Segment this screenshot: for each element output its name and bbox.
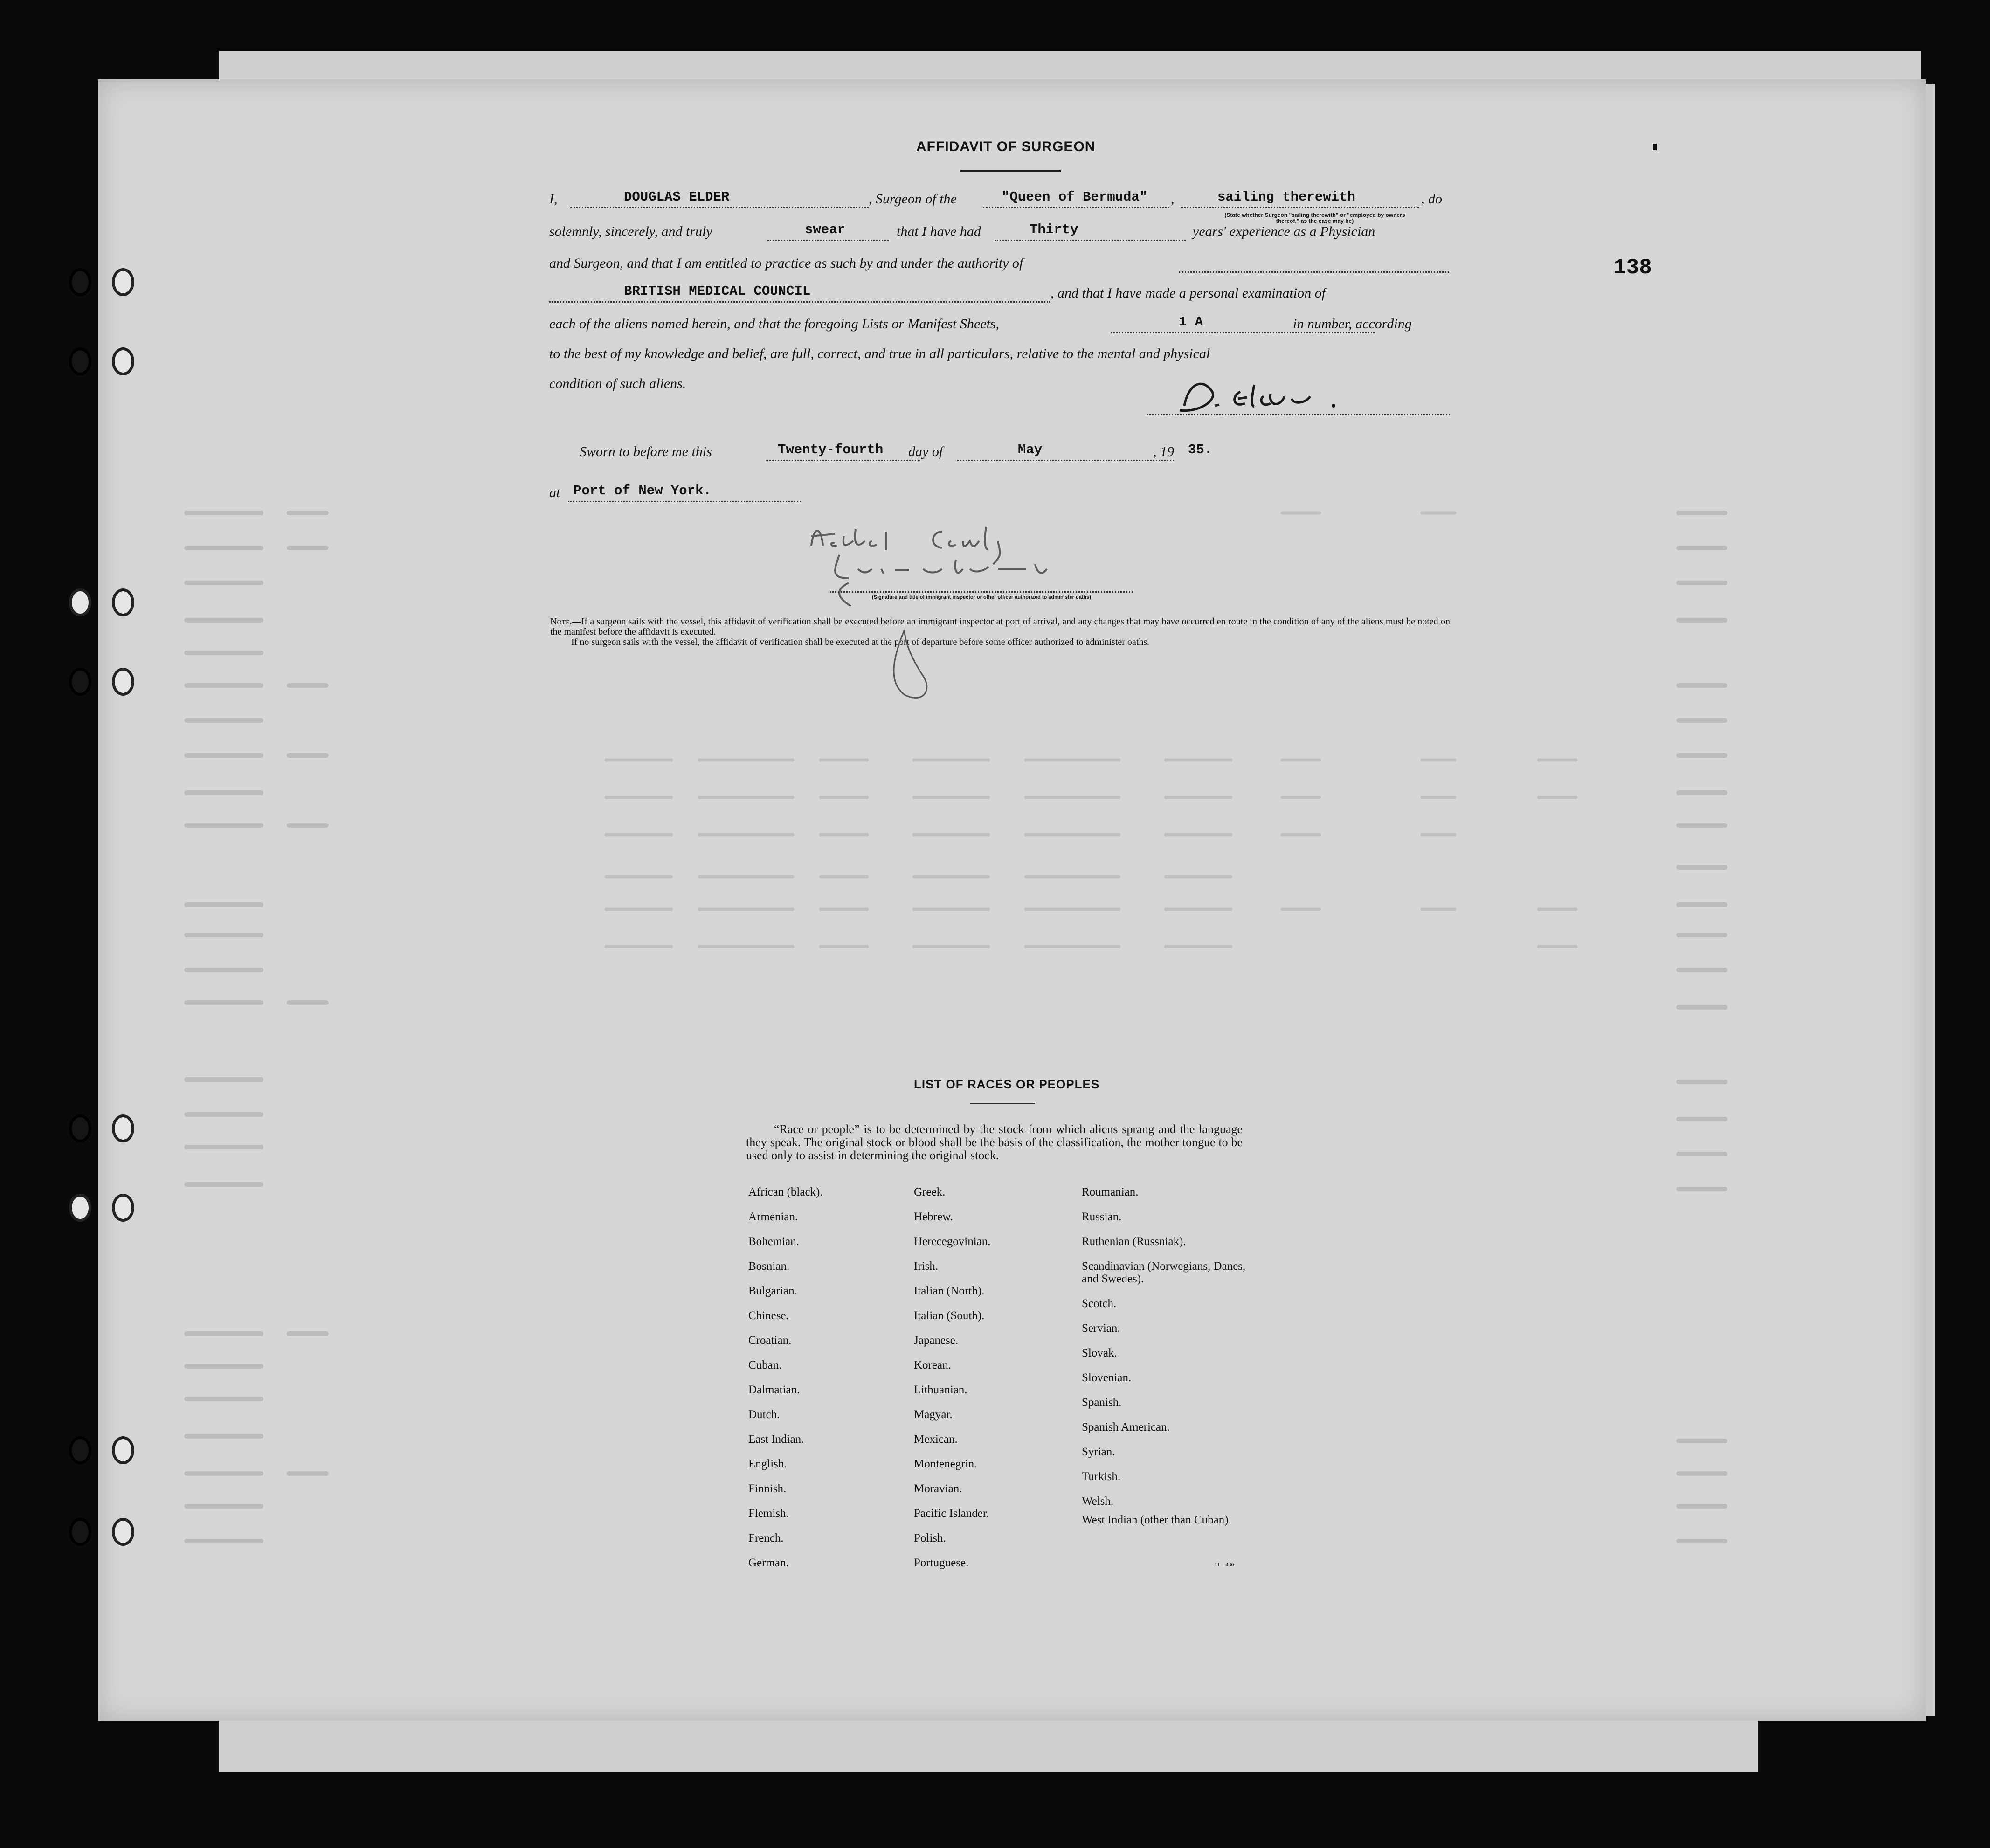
licensing-authority: BRITISH MEDICAL COUNCIL: [624, 284, 811, 299]
race-item: Dalmatian.: [748, 1384, 800, 1396]
races-intro: “Race or people” is to be determined by the stock from which aliens sprang and the language they speak. The original stock or blood shall be the basis of the classification, the mother tongue to be used only to assist in determining the original stock.: [746, 1122, 1243, 1162]
race-item: Roumanian.: [1082, 1186, 1139, 1198]
oath-type: swear: [805, 222, 846, 237]
vessel-name: "Queen of Bermuda": [1002, 189, 1148, 205]
race-item: Irish.: [914, 1260, 939, 1273]
sheet-count: 1 A: [1179, 314, 1203, 330]
race-item: Pacific Islander.: [914, 1507, 989, 1520]
line5-suffix: in number, according: [1293, 316, 1412, 332]
page-number: 138: [1613, 256, 1652, 280]
race-item: Korean.: [914, 1359, 951, 1371]
races-column-3: [1082, 1180, 1250, 1526]
race-item: Finnish.: [748, 1482, 787, 1495]
line2-prefix: solemnly, sincerely, and truly: [549, 224, 712, 239]
note-paragraph: [550, 616, 1450, 647]
race-item: Syrian.: [1082, 1446, 1115, 1458]
sworn-year: 35.: [1188, 442, 1213, 457]
race-item: Slovak.: [1082, 1347, 1117, 1359]
race-item: Moravian.: [914, 1482, 962, 1495]
affidavit-line-7: condition of such aliens.: [549, 376, 686, 391]
place-prefix: at: [549, 485, 560, 500]
title-underline: [960, 170, 1061, 172]
fill-line: [995, 240, 1186, 241]
sworn-day-of: day of: [908, 444, 943, 459]
race-item: English.: [748, 1458, 787, 1470]
race-item: Greek.: [914, 1186, 946, 1198]
line1-prefix: I,: [549, 191, 558, 207]
fill-line: [766, 460, 920, 461]
fill-line: [767, 240, 889, 241]
status-note: (State whether Surgeon "sailing therewith" or "employed by owners thereof," as the case may be): [1224, 212, 1405, 224]
line2-mid: that I have had: [897, 224, 981, 239]
sworn-month: May: [1018, 442, 1043, 457]
race-item: Croatian.: [748, 1334, 792, 1347]
fill-line: [568, 501, 801, 502]
surgeon-name: DOUGLAS ELDER: [624, 189, 730, 205]
races-column-2: [914, 1180, 991, 1575]
years-experience: Thirty: [1030, 222, 1078, 237]
race-item: West Indian (other than Cuban).: [1082, 1514, 1231, 1526]
race-item: Armenian.: [748, 1211, 798, 1223]
affidavit-line-6: to the best of my knowledge and belief, are full, correct, and true in all particulars, relative to the mental and physical: [549, 346, 1210, 361]
fill-line: [1181, 207, 1419, 208]
form-number: 11—430: [1215, 1561, 1234, 1568]
line1-mid: , Surgeon of the: [869, 191, 957, 207]
line1-suffix: , do: [1421, 191, 1442, 207]
inspector-signature-rule: [830, 591, 1133, 593]
races-column-1: [748, 1180, 823, 1575]
race-item: Bulgarian.: [748, 1285, 797, 1297]
race-item: French.: [748, 1532, 784, 1544]
race-item: Bohemian.: [748, 1235, 800, 1248]
race-item: Hebrew.: [914, 1211, 953, 1223]
race-item: Russian.: [1082, 1211, 1122, 1223]
race-item: Spanish.: [1082, 1396, 1122, 1409]
fill-line: [957, 460, 1174, 461]
races-title-underline: [970, 1103, 1035, 1104]
race-item: Servian.: [1082, 1322, 1120, 1335]
fill-line: [1179, 271, 1449, 273]
ink-mark: [1653, 144, 1657, 150]
race-item: Chinese.: [748, 1309, 789, 1322]
race-item: Italian (South).: [914, 1309, 985, 1322]
pencil-mark: [877, 625, 970, 718]
signature-line: [1147, 414, 1450, 415]
line1-comma: ,: [1171, 191, 1175, 207]
race-item: German.: [748, 1557, 789, 1569]
race-item: Dutch.: [748, 1408, 780, 1421]
sworn-year-prefix: , 19: [1153, 444, 1174, 459]
race-item: Bosnian.: [748, 1260, 790, 1273]
race-item: Lithuanian.: [914, 1384, 967, 1396]
race-item: East Indian.: [748, 1433, 804, 1446]
race-item: Mexican.: [914, 1433, 958, 1446]
race-item: Cuban.: [748, 1359, 782, 1371]
sworn-day: Twenty-fourth: [778, 442, 884, 457]
race-item: Portuguese.: [914, 1557, 969, 1569]
race-item: Herecegovinian.: [914, 1235, 991, 1248]
affidavit-title: AFFIDAVIT OF SURGEON: [916, 139, 1096, 154]
race-item: Flemish.: [748, 1507, 789, 1520]
race-item: Scandinavian (Norwegians, Danes, and Swedes).: [1082, 1260, 1246, 1285]
fill-line: [1111, 332, 1375, 333]
race-item: Italian (North).: [914, 1285, 985, 1297]
surgeon-status: sailing therewith: [1217, 189, 1355, 205]
fill-line: [549, 301, 1050, 303]
line4-suffix: , and that I have made a personal examination of: [1050, 285, 1326, 301]
inspector-caption: (Signature and title of immigrant inspector or other officer authorized to administer oaths): [872, 595, 1091, 600]
surgeon-signature: [1170, 373, 1450, 420]
race-item: Ruthenian (Russniak).: [1082, 1235, 1186, 1248]
place-name: Port of New York.: [574, 483, 712, 498]
race-item: Scotch.: [1082, 1297, 1117, 1310]
inspector-signature-block: [802, 518, 1147, 606]
sworn-prefix: Sworn to before me this: [580, 444, 712, 459]
race-item: Slovenian.: [1082, 1371, 1132, 1384]
note-text-2: If no surgeon sails with the vessel, the affidavit of verification shall be executed at the port of departure before some officer authorized to administer oaths.: [571, 637, 1150, 647]
races-list-title: LIST OF RACES OR PEOPLES: [914, 1077, 1100, 1091]
race-item: Spanish American.: [1082, 1421, 1170, 1433]
line3-text: and Surgeon, and that I am entitled to practice as such by and under the authority of: [549, 256, 1023, 271]
race-item: Turkish.: [1082, 1470, 1121, 1483]
note-label: Note.: [550, 616, 572, 627]
fill-line: [570, 207, 869, 208]
race-item: Montenegrin.: [914, 1458, 977, 1470]
race-item: Welsh.: [1082, 1495, 1114, 1508]
line2-suffix: years' experience as a Physician: [1193, 224, 1375, 239]
race-item: Polish.: [914, 1532, 946, 1544]
line5-prefix: each of the aliens named herein, and that the foregoing Lists or Manifest Sheets,: [549, 316, 1000, 332]
race-item: African (black).: [748, 1186, 823, 1198]
fill-line: [983, 207, 1169, 208]
race-item: Japanese.: [914, 1334, 959, 1347]
note-text: —If a surgeon sails with the vessel, this affidavit of verification shall be executed before an immigrant inspector at port of arrival, and any changes that may have occurred en route in the condition of any of the aliens must be noted on the manifest before the affidavit is executed.: [550, 616, 1450, 637]
race-item: Magyar.: [914, 1408, 953, 1421]
